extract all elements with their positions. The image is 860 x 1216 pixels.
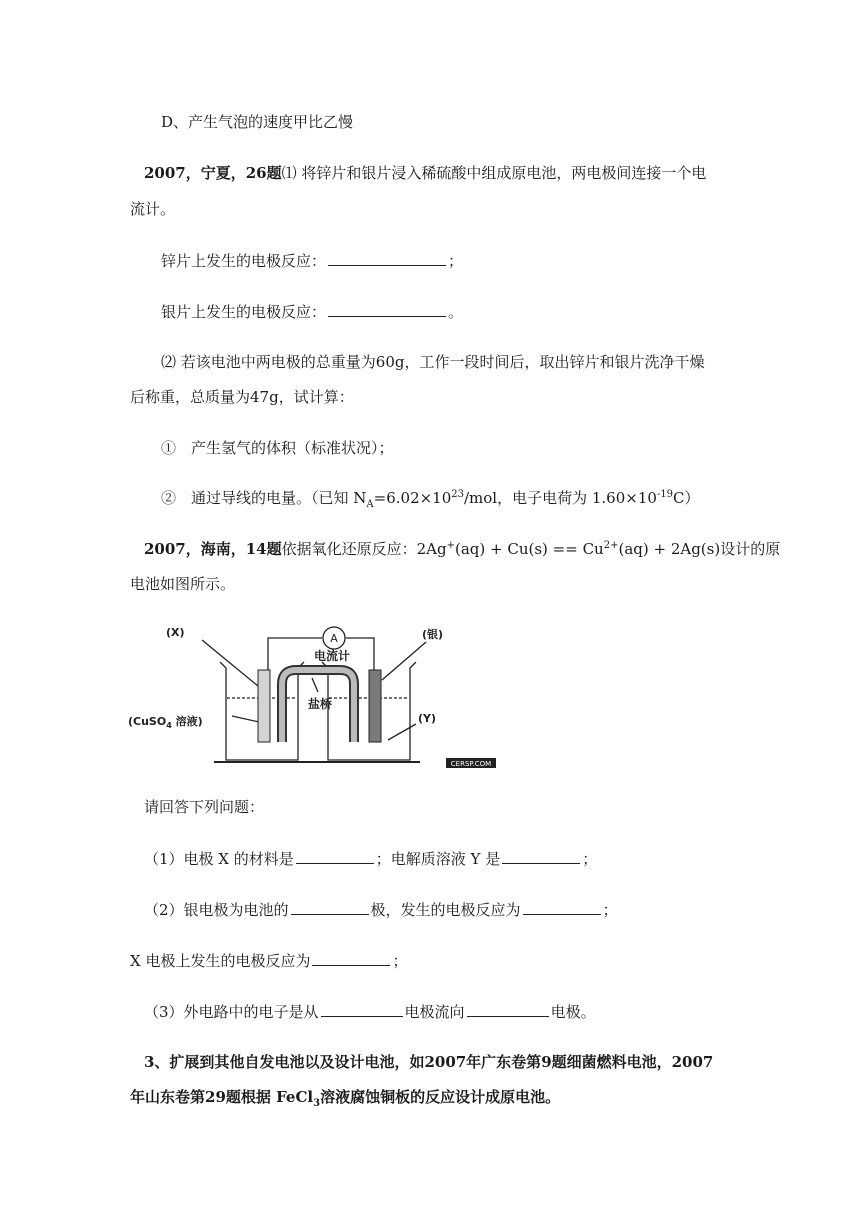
electrode-x [258, 670, 270, 742]
item-2-text: C） [673, 489, 700, 507]
question-26-line2: 流计。 [130, 200, 176, 218]
sub-question-3 [144, 1001, 596, 1022]
question-26-line1 [144, 163, 706, 183]
question-26-part2-line2: 后称重，总质量为47g，试计算： [130, 388, 354, 406]
subscript-a: A [366, 499, 374, 510]
label-silver: (银) [422, 628, 444, 641]
electrode-silver [369, 670, 381, 742]
sub-question-1-text: ；电解质溶液 Y 是 [375, 850, 501, 868]
salt-bridge-label: 盐桥 [307, 697, 333, 711]
item-2-text: ② 通过导线的电量。（已知 N [161, 489, 367, 507]
leader-y [388, 724, 416, 740]
leader-bridge [312, 678, 318, 692]
watermark: CERSP.COM [450, 760, 492, 768]
answer-blank[interactable] [328, 301, 446, 317]
answer-blank[interactable] [291, 899, 369, 915]
superscript: 23 [451, 489, 464, 500]
answer-prompt: 请回答下列问题： [144, 798, 265, 816]
sub-question-2-line2 [130, 950, 407, 971]
sub-question-2-line2-text: X 电极上发生的电极反应为 [130, 952, 311, 970]
note-3-line1: 3、扩展到其他自发电池以及设计电池，如2007年广东卷第9题细菌燃料电池，2007 [144, 1053, 714, 1071]
wire [346, 638, 374, 670]
answer-blank[interactable] [321, 1001, 403, 1017]
solution-label [128, 714, 203, 730]
leader-x [202, 640, 258, 686]
silver-reaction-label: 银片上发生的电极反应： [161, 303, 327, 321]
label-x: (X) [166, 626, 185, 639]
note-3-text: 年山东卷第29题根据 FeCl [130, 1088, 314, 1106]
sub-question-3-text: 电极流向 [404, 1003, 465, 1021]
sub-question-2-text: 极，发生的电极反应为 [370, 901, 521, 919]
silver-reaction-end: 。 [448, 303, 464, 321]
question-26-part2-line1: ⑵ 若该电池中两电极的总重量为60g，工作一段时间后，取出锌片和银片洗净干燥 [161, 353, 705, 371]
solution-label-sub: 4 [166, 721, 172, 730]
sub-question-2-text: ； [602, 901, 618, 919]
zinc-reaction-end: ； [448, 252, 464, 270]
galvanic-cell-figure [120, 612, 500, 772]
answer-blank[interactable] [523, 899, 601, 915]
question-14-text: (aq) + Cu(s) == Cu [455, 540, 604, 558]
solution-label-a: (CuSO [128, 715, 167, 728]
answer-blank[interactable] [502, 848, 580, 864]
note-3-text: 溶液腐蚀铜板的反应设计成原电池。 [320, 1088, 561, 1106]
question-14-line2: 电池如图所示。 [130, 575, 236, 593]
sub-question-1-text: （1）电极 X 的材料是 [144, 850, 294, 868]
silver-reaction-line [161, 301, 463, 322]
superscript: -19 [656, 489, 674, 500]
sub-question-2 [144, 899, 618, 920]
option-d: D、产生气泡的速度甲比乙慢 [161, 113, 354, 131]
sub-question-3-text: （3）外电路中的电子是从 [144, 1003, 319, 1021]
question-26-label: 2007，宁夏，26题 [144, 164, 282, 182]
zinc-reaction-label: 锌片上发生的电极反应： [161, 252, 327, 270]
ammeter-label: 电流计 [313, 649, 351, 663]
question-14-text: 依据氧化还原反应：2Ag [281, 540, 447, 558]
zinc-reaction-line [161, 250, 463, 271]
sub-question-2-text: （2）银电极为电池的 [144, 901, 289, 919]
note-3-line2 [130, 1087, 560, 1107]
sub-question-3-text: 电极。 [550, 1003, 596, 1021]
sub-question-1-text: ； [582, 850, 598, 868]
question-14-text: (aq) + 2Ag(s)设计的原 [618, 540, 781, 558]
question-14-line1 [144, 539, 780, 559]
sub-question-2-line2-text: ； [392, 952, 408, 970]
answer-blank[interactable] [296, 848, 374, 864]
solution-label-b: 溶液) [171, 715, 203, 728]
item-2-text: /mol，电子电荷为 1.60×10 [464, 489, 657, 507]
superscript: 2+ [603, 540, 619, 551]
item-2-text: =6.02×10 [373, 489, 452, 507]
ammeter-symbol: A [330, 632, 338, 645]
leader-silver [382, 642, 426, 680]
question-26-part1-text: ⑴ 将锌片和银片浸入稀硫酸中组成原电池，两电极间连接一个电 [281, 164, 707, 182]
item-1: ① 产生氢气的体积（标准状况）； [161, 439, 394, 457]
subscript: 3 [313, 1098, 321, 1109]
answer-blank[interactable] [467, 1001, 549, 1017]
question-14-label: 2007，海南，14题 [144, 540, 282, 558]
sub-question-1 [144, 848, 597, 869]
superscript: + [446, 540, 455, 551]
item-2 [161, 488, 700, 508]
label-y: (Y) [418, 712, 437, 725]
answer-blank[interactable] [312, 950, 390, 966]
answer-blank[interactable] [328, 250, 446, 266]
